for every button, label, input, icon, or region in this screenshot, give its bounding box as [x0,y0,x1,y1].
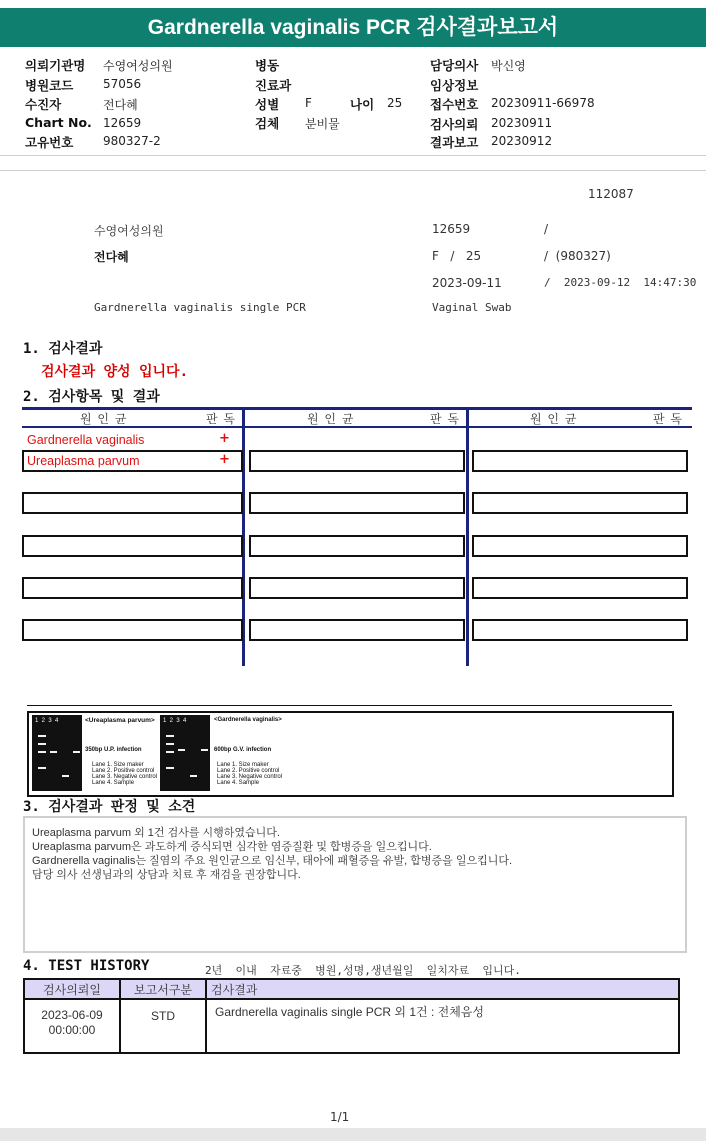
gel-legend: Lane 1. Size maker [92,762,144,768]
request-date: 2023-09-11 [432,276,502,290]
gel-electrophoresis-image [27,711,674,797]
gel-lane-image [32,715,82,791]
col-header-judgement: 판 독 [430,412,460,426]
result-cell [472,492,688,514]
col-header-pathogen: 원 인 균 [80,412,128,426]
history-result: Gardnerella vaginalis single PCR 외 1건 : 전체음성 [206,999,679,1053]
lane-numbers: 1 2 3 4 [35,718,59,724]
col-header-result: 검사결과 [206,979,679,999]
patient-info-block [0,0,706,160]
page-number: 1/1 [330,1110,350,1124]
history-date-cell [24,999,120,1053]
result-cell [22,535,243,557]
info-value: 57056 [103,77,142,91]
specimen-type: Vaginal Swab [432,301,512,314]
section-4-title: 4. TEST HISTORY [23,958,150,974]
result-cell [249,535,465,557]
gel-lane-image [160,715,210,791]
positive-result: 검사결과 양성 입니다. [41,364,189,380]
result-cell [472,619,688,641]
result-positive: + [219,431,230,446]
gel-legend: Lane 4. Sample [217,780,260,786]
info-label: 담당의사 [430,58,479,73]
info-label: 접수번호 [430,97,479,112]
info-value: 수영여성의원 [103,59,173,73]
result-cell [249,619,465,641]
gel-legend: Lane 2. Positive control [217,768,280,774]
col-header-judgement: 판 독 [206,412,236,426]
col-header-pathogen: 원 인 균 [307,412,355,426]
info-value: 20230911-66978 [491,96,595,110]
info-value: 25 [387,96,403,110]
slash: / [544,222,549,236]
info-value: 분비물 [305,117,340,131]
section-3-title: 3. 검사결과 판정 및 소견 [23,799,196,815]
lane-numbers: 1 2 3 4 [163,718,187,724]
pathogen-name: Ureaplasma parvum [27,454,140,468]
result-cell [472,577,688,599]
sex-age: F / 25 [432,249,482,263]
patient-name: 전다혜 [94,250,129,264]
col-header-judgement: 판 독 [653,412,683,426]
info-label: 의뢰기관명 [25,58,86,73]
footer-bar [0,1128,706,1141]
col-header-request-date: 검사의뢰일 [24,979,120,999]
info-value: F [305,96,312,110]
gel-legend: Lane 2. Positive control [92,768,155,774]
info-label: 성별 [255,97,280,112]
divider [0,155,706,156]
result-cell [249,450,465,472]
gel-legend: Lane 1. Size maker [217,762,269,768]
history-time: 00:00:00 [48,1023,96,1037]
info-label: 검사의뢰 [430,117,479,132]
gel-band-label: 600bp G.V. infection [214,747,272,753]
test-history-table [23,978,680,1054]
comment-box [23,816,687,953]
table-row[interactable] [24,999,679,1053]
col-header-report-type: 보고서구분 [120,979,206,999]
gel-title: <Ureaplasma parvum> [85,717,155,724]
info-value: 980327-2 [103,134,161,148]
column-divider [466,407,469,666]
info-label: 검체 [255,116,280,131]
birth-date: / (980327) [544,249,611,263]
result-cell [249,577,465,599]
info-label: 병동 [255,58,280,73]
gel-title: <Gardnerella vaginalis> [214,717,282,723]
table-header-row [24,979,679,999]
divider [0,170,706,171]
comment-line: 담당 의사 선생님과의 상담과 치료 후 재검을 권장합니다. [32,869,301,881]
gel-band-label: 350bp U.P. infection [85,747,142,753]
info-label: 병원코드 [25,78,74,93]
report-number: 112087 [588,187,634,201]
info-value: 전다혜 [103,98,138,112]
info-value: 20230912 [491,134,553,148]
comment-line: Ureaplasma parvum 외 1건 검사를 시행하였습니다. [32,827,280,839]
clinic-name: 수영여성의원 [94,224,164,238]
result-cell [22,492,243,514]
col-header-pathogen: 원 인 균 [530,412,578,426]
result-cell [22,577,243,599]
section-2-title: 2. 검사항목 및 결과 [23,389,160,405]
gel-legend: Lane 3. Negative control [217,774,283,780]
result-positive: + [219,452,230,467]
history-date: 2023-06-09 [41,1008,103,1022]
info-value: 20230911 [491,116,553,130]
info-label: 결과보고 [430,135,479,150]
history-type: STD [120,999,206,1053]
result-cell [22,619,243,641]
test-name: Gardnerella vaginalis single PCR [94,301,306,314]
info-value: 박신영 [491,59,526,73]
comment-line: Gardnerella vaginalis는 질염의 주요 원인균으로 임신부, 태아에 패혈증을 유발, 합병증을 일으킵니다. [32,855,513,867]
info-label: 나이 [350,97,375,112]
pathogen-name: Gardnerella vaginalis [27,433,145,447]
info-value: 12659 [103,116,142,130]
info-label: 진료과 [255,78,292,93]
result-cell [249,492,465,514]
divider [27,705,672,706]
info-label: 고유번호 [25,135,74,150]
info-label: 수진자 [25,97,62,112]
report-title: Gardnerella vaginalis PCR 검사결과보고서 [0,8,706,47]
result-cell [472,535,688,557]
section-1-title: 1. 검사결과 [23,341,103,357]
result-cell [472,450,688,472]
info-label: Chart No. [25,115,92,130]
info-label: 임상정보 [430,78,479,93]
history-note: 2년 이내 자료중 병원,성명,생년월일 일치자료 입니다. [205,964,521,977]
gel-legend: Lane 4. Sample [92,780,135,786]
chart-number: 12659 [432,222,471,236]
comment-line: Ureaplasma parvum은 과도하게 증식되면 심각한 염증질환 및 합병증을 일으킵니다. [32,841,432,853]
report-datetime: / 2023-09-12 14:47:30 [544,276,697,289]
gel-legend: Lane 3. Negative control [92,774,158,780]
